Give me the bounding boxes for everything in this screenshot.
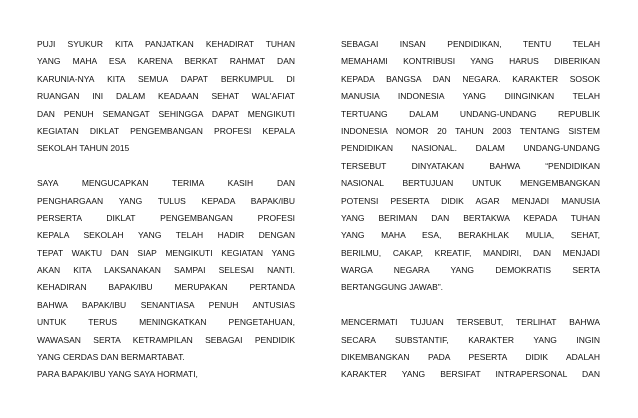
text-line: AKAN KITA LAKSANAKAN SAMPAI SELESAI NANTI.	[37, 265, 295, 276]
text-line: WAWASAN SERTA KETRAMPILAN SEBAGAI PENDIDIK	[37, 334, 295, 345]
left-text-column	[37, 36, 295, 384]
text-line: DAN PENUH SEMANGAT SEHINGGA DAPAT MENGIKUTI	[37, 108, 295, 119]
text-line: PERSERTA DIKLAT PENGEMBANGAN PROFESI	[37, 212, 295, 223]
text-line: KEGIATAN DIKLAT PENGEMBANGAN PROFESI KEPALA	[37, 125, 295, 136]
text-line: YANG BERIMAN DAN BERTAKWA KEPADA TUHAN	[341, 212, 600, 223]
text-line: YANG CERDAS DAN BERMARTABAT.	[37, 352, 185, 363]
text-line: RUANGAN INI DALAM KEADAAN SEHAT WAL'AFIAT	[37, 91, 295, 102]
right-paragraph-character	[341, 314, 600, 384]
text-line: MANUSIA INDONESIA YANG DIINGINKAN TELAH	[341, 91, 600, 102]
text-line: TEPAT WAKTU DAN SIAP MENGIKUTI KEGIATAN YANG	[37, 247, 295, 258]
paragraph-gap	[37, 158, 295, 175]
left-paragraph-thanks	[37, 175, 295, 366]
text-line: MEMAHAMI KONTRIBUSI YANG HARUS DIBERIKAN	[341, 56, 600, 67]
text-line: POTENSI PESERTA DIDIK AGAR MENJADI MANUSIA	[341, 195, 600, 206]
right-paragraph-education-goals	[341, 36, 600, 297]
right-text-column	[341, 36, 600, 384]
text-line: SAYA MENGUCAPKAN TERIMA KASIH DAN	[37, 178, 295, 189]
text-line: MENCERMATI TUJUAN TERSEBUT, TERLIHAT BAHWA	[341, 317, 600, 328]
text-line: WARGA NEGARA YANG DEMOKRATIS SERTA	[341, 265, 600, 276]
text-line: PARA BAPAK/IBU YANG SAYA HORMATI,	[37, 369, 198, 380]
text-line: BERTANGGUNG JAWAB”.	[341, 282, 444, 293]
text-line: KEHADIRAN BAPAK/IBU MERUPAKAN PERTANDA	[37, 282, 295, 293]
text-line: KEPADA BANGSA DAN NEGARA. KARAKTER SOSOK	[341, 73, 600, 84]
text-line: TERTUANG DALAM UNDANG-UNDANG REPUBLIK	[341, 108, 600, 119]
text-line: PENDIDIKAN NASIONAL. DALAM UNDANG-UNDANG	[341, 143, 600, 154]
text-line: BERILMU, CAKAP, KREATIF, MANDIRI, DAN MENJADI	[341, 247, 600, 258]
text-line: UNTUK TERUS MENINGKATKAN PENGETAHUAN,	[37, 317, 295, 328]
text-line: SEKOLAH TAHUN 2015	[37, 143, 130, 154]
text-line: TERSEBUT DINYATAKAN BAHWA “PENDIDIKAN	[341, 160, 600, 171]
text-line: YANG MAHA ESA, BERAKHLAK MULIA, SEHAT,	[341, 230, 600, 241]
text-line: KARUNIA-NYA KITA SEMUA DAPAT BERKUMPUL DI	[37, 73, 295, 84]
paragraph-gap	[341, 297, 600, 314]
left-paragraph-salutation	[37, 366, 295, 383]
text-line: INDONESIA NOMOR 20 TAHUN 2003 TENTANG SISTEM	[341, 125, 600, 136]
text-line: YANG MAHA ESA KARENA BERKAT RAHMAT DAN	[37, 56, 295, 67]
text-line: PENGHARGAAN YANG TULUS KEPADA BAPAK/IBU	[37, 195, 295, 206]
text-line: PUJI SYUKUR KITA PANJATKAN KEHADIRAT TUHAN	[37, 39, 295, 49]
left-paragraph-opening	[37, 36, 295, 158]
text-line: SEBAGAI INSAN PENDIDIKAN, TENTU TELAH	[341, 39, 600, 49]
text-line: KARAKTER YANG BERSIFAT INTRAPERSONAL DAN	[341, 369, 600, 380]
text-line: KEPALA SEKOLAH YANG TELAH HADIR DENGAN	[37, 230, 295, 241]
text-line: SECARA SUBSTANTIF, KARAKTER YANG INGIN	[341, 334, 600, 345]
text-line: DIKEMBANGKAN PADA PESERTA DIDIK ADALAH	[341, 352, 600, 363]
text-line: BAHWA BAPAK/IBU SENANTIASA PENUH ANTUSIAS	[37, 299, 295, 310]
text-line: NASIONAL BERTUJUAN UNTUK MENGEMBANGKAN	[341, 178, 600, 189]
